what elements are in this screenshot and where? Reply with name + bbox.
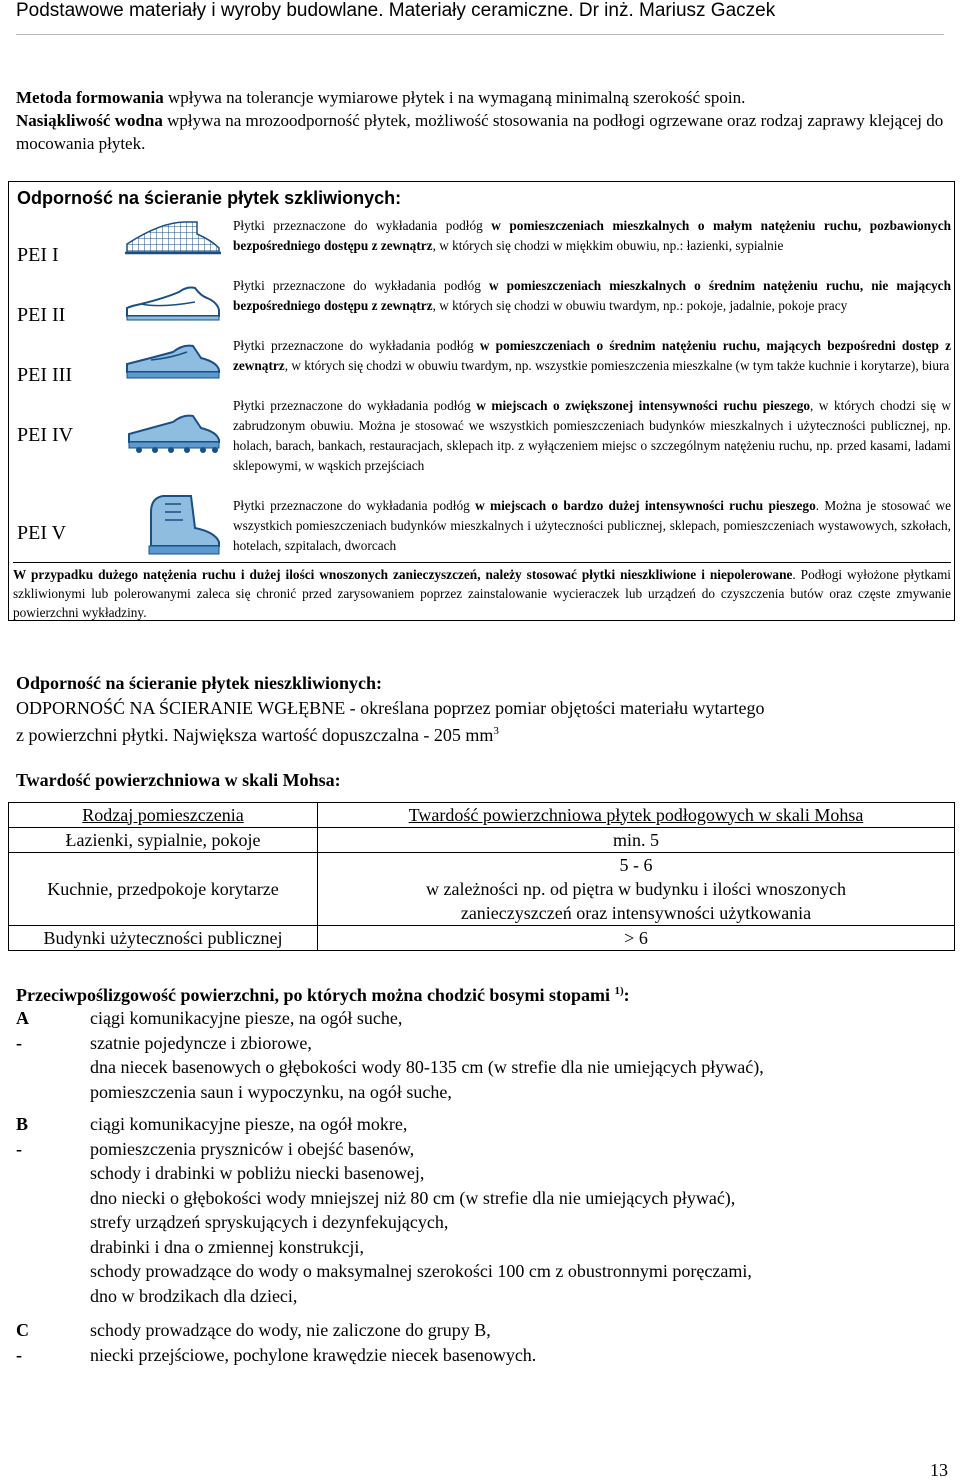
- mohs-value-1: min. 5: [318, 828, 955, 853]
- header-divider: [16, 34, 944, 35]
- slip-lines-b: [90, 1112, 960, 1308]
- pei-desc-3-a: Płytki przeznaczone do wykładania podłóg: [233, 338, 480, 353]
- pei-desc-5: [233, 496, 951, 556]
- unglazed-line-2-text: z powierzchni płytki. Największa wartość dopuszczalna - 205 mm: [16, 725, 494, 745]
- slip-sup: 1): [614, 985, 624, 997]
- list-item: dno w brodzikach dla dzieci,: [90, 1285, 298, 1306]
- mohs-room-1: Łazienki, sypialnie, pokoje: [9, 828, 318, 853]
- mohs-col-room: Rodzaj pomieszczenia: [9, 803, 318, 828]
- pei-label-3: PEI III: [17, 364, 72, 386]
- table-row: [9, 828, 955, 853]
- unglazed-line-2: [16, 720, 499, 747]
- intro-paragraph-2: [16, 109, 946, 155]
- unglazed-line-1: ODPORNOŚĆ NA ŚCIERANIE WGŁĘBNE - określana poprzez pomiar objętości materiału wytartego: [16, 698, 765, 718]
- intro-rest-1: wpływa na tolerancje wymiarowe płytek i na wymaganą minimalną szerokość spoin.: [163, 88, 746, 107]
- list-item: strefy urządzeń spryskujących i dezynfekujących,: [90, 1212, 449, 1232]
- pei-desc-3: [233, 336, 951, 376]
- slip-letter-c: C -: [16, 1320, 29, 1365]
- list-item: dna niecek basenowych o głębokości wody 80-135 cm (w strefie dla nie umiejących pływać),: [90, 1057, 764, 1077]
- pei-desc-1: [233, 216, 951, 256]
- pei-note-bold: W przypadku dużego natężenia ruchu i dużej ilości wnoszonych zanieczyszczeń, należy stosować płytki nieszkliwione i niepolerowane: [13, 567, 793, 582]
- pei-table: [8, 181, 955, 621]
- pei-desc-2-a: Płytki przeznaczone do wykładania podłóg: [233, 278, 489, 293]
- pei-desc-4-a: Płytki przeznaczone do wykładania podłóg: [233, 398, 477, 413]
- intro-rest-2: wpływa na mrozoodporność płytek, możliwość stosowania na podłogi ogrzewane oraz rodzaj zaprawy klejącej do mocowania płytek.: [16, 111, 944, 153]
- dress-shoe-icon: [121, 340, 225, 387]
- list-item: dno niecki o głębokości wody mniejszej niż 80 cm (w strefie dla nie umiejących pływać),: [90, 1187, 736, 1208]
- table-row: [9, 853, 955, 926]
- slip-lines-a: [90, 1006, 960, 1104]
- pei-desc-4: [233, 396, 951, 476]
- intro-text: [16, 86, 946, 155]
- intro-bold-1: Metoda formowania: [16, 88, 164, 107]
- list-item: ciągi komunikacyjne piesze, na ogół mokre,: [90, 1114, 408, 1134]
- intro-bold-2: Nasiąkliwość wodna: [16, 111, 163, 130]
- mohs-header-row: [9, 803, 955, 828]
- work-boot-icon: [121, 492, 225, 563]
- pei-desc-3-c: , w których się chodzi w obuwiu twardym, np. wszystkie pomieszczenia mieszkalne (w tym także kuchnie i korytarze), biura: [284, 358, 950, 373]
- pei-label-1: PEI I: [17, 244, 59, 266]
- page-number: 13: [930, 1460, 948, 1480]
- soft-shoe-icon: [121, 282, 225, 327]
- pei-desc-5-c: . Można je stosować we wszystkich pomieszczeniach budynków mieszkalnych i użyteczności publicznej, sklepach, pomieszczeniach wystawowych, szkołach, hotelach, szpitalach, dworcach: [233, 498, 951, 553]
- list-item: drabinki i dna o zmiennej konstrukcji,: [90, 1236, 364, 1257]
- pei-note: [13, 562, 951, 622]
- pei-note-rest: . Podłogi wyłożone płytkami szkliwionymi lub polerowanymi zaleca się chronić przed zarysowaniem poprzez zainstalowanie wycieraczek lub urządzeń do czyszczenia butów oraz częste zmywanie powierzchni wykładziny.: [13, 567, 951, 620]
- pei-desc-5-b: w miejscach o bardzo dużej intensywności ruchu pieszego: [475, 498, 816, 513]
- mohs-value-2: [318, 853, 955, 926]
- pei-title: Odporność na ścieranie płytek szkliwionych:: [17, 188, 402, 208]
- mohs-value-2-main: 5 - 6: [619, 855, 653, 875]
- mohs-value-2-note-2: zanieczyszczeń oraz intensywności użytkowania: [460, 903, 812, 923]
- studded-shoe-icon: [121, 408, 225, 459]
- table-row: [9, 926, 955, 951]
- mohs-col-hardness: Twardość powierzchniowa płytek podłogowych w skali Mohsa: [318, 803, 955, 828]
- list-item: schody prowadzące do wody o maksymalnej szerokości 100 cm z obustronnymi poręczami,: [90, 1261, 752, 1281]
- mohs-room-3: Budynki użyteczności publicznej: [9, 926, 318, 951]
- unglazed-sup: 3: [493, 725, 499, 737]
- pei-desc-4-b: w miejscach o zwiększonej intensywności ruchu pieszego: [476, 398, 811, 413]
- mohs-title: Twardość powierzchniowa w skali Mohsa:: [16, 770, 341, 790]
- pei-label-2: PEI II: [17, 304, 66, 326]
- mohs-value-2-note-1: w zależności np. od piętra w budynku i ilości wnoszonych: [426, 879, 846, 899]
- pei-desc-1-b: w pomieszczeniach mieszkalnych o małym natężeniu ruchu, pozbawionych bezpośredniego dostępu z zewnątrz: [233, 218, 951, 253]
- pei-desc-2-c: , w których się chodzi w obuwiu twardym, np.: pokoje, jadalnie, pokoje pracy: [432, 298, 848, 313]
- pei-desc-3-b: w pomieszczeniach o średnim natężeniu ruchu, mających bezpośredni dostęp z zewnątrz: [233, 338, 951, 373]
- slip-lines-c: [90, 1318, 960, 1367]
- pei-desc-5-a: Płytki przeznaczone do wykładania podłóg: [233, 498, 476, 513]
- slip-title-text: Przeciwpoślizgowość powierzchni, po których można chodzić bosymi stopami: [16, 985, 610, 1005]
- mohs-table: [8, 802, 955, 951]
- slip-letter-a: A -: [16, 1008, 29, 1053]
- intro-paragraph-1: [16, 86, 946, 109]
- unglazed-title: Odporność na ścieranie płytek nieszkliwionych:: [16, 673, 383, 693]
- pei-desc-2: [233, 276, 951, 316]
- list-item: pomieszczenia pryszniców i obejść basenów,: [90, 1138, 415, 1159]
- slip-title: [16, 980, 630, 1006]
- list-item: szatnie pojedyncze i zbiorowe,: [90, 1032, 312, 1053]
- mohs-room-2: Kuchnie, przedpokoje korytarze: [9, 853, 318, 926]
- pei-desc-4-c: , w których chodzi się w zabrudzonym obuwiu. Można je stosować we wszystkich pomieszczeniach budynków mieszkalnych i użyteczności publicznej, np. holach, barach, bankach, restauracjach, sklepach itp. z wyłączeniem miejsc o szczególnym natężeniu ruchu, np. przed kasami, ladami sklepowymi, w wąskich przejściach: [233, 398, 951, 473]
- mesh-slipper-icon: [121, 220, 225, 261]
- list-item: ciągi komunikacyjne piesze, na ogół suche,: [90, 1008, 403, 1028]
- list-item: schody i drabinki w pobliżu niecki basenowej,: [90, 1163, 425, 1183]
- list-item: pomieszczenia saun i wypoczynku, na ogół suche,: [90, 1081, 452, 1102]
- pei-desc-1-c: , w których się chodzi w miękkim obuwiu, np.: łazienki, sypialnie: [432, 238, 784, 253]
- slip-letter-b: B -: [16, 1114, 29, 1159]
- slip-colon: :: [623, 985, 630, 1005]
- pei-label-4: PEI IV: [17, 424, 74, 446]
- list-item: niecki przejściowe, pochylone krawędzie niecek basenowych.: [90, 1344, 537, 1365]
- pei-desc-1-a: Płytki przeznaczone do wykładania podłóg: [233, 218, 492, 233]
- pei-label-5: PEI V: [17, 522, 67, 544]
- list-item: schody prowadzące do wody, nie zaliczone do grupy B,: [90, 1320, 491, 1340]
- page-header: Podstawowe materiały i wyroby budowlane. Materiały ceramiczne. Dr inż. Mariusz Gaczek: [16, 0, 776, 21]
- pei-desc-2-b: w pomieszczeniach mieszkalnych o średnim natężeniu ruchu, nie mających bezpośredniego dostępu z zewnątrz: [233, 278, 951, 313]
- mohs-value-3: > 6: [318, 926, 955, 951]
